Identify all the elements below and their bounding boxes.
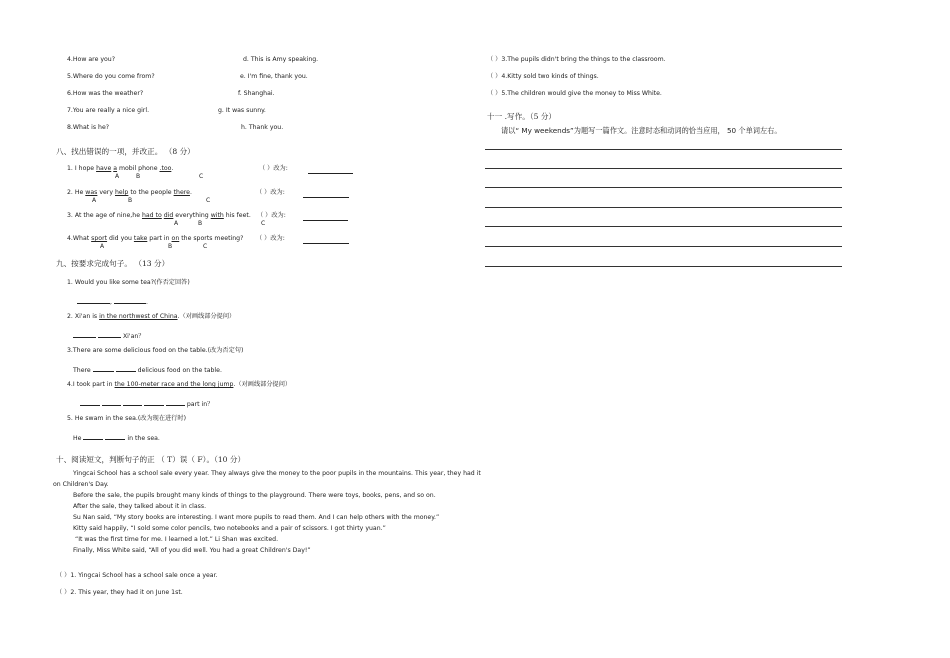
s9-q3-answer bbox=[73, 365, 222, 374]
s8-text: very bbox=[97, 189, 115, 196]
tf-question-1: （ ）1. Yingcai School has a school sale once a year. bbox=[56, 572, 218, 579]
answer-blank[interactable] bbox=[114, 297, 146, 304]
s8-option-b: a bbox=[113, 165, 118, 172]
s8-text: mobil phone bbox=[117, 165, 160, 172]
tf-question-5: （ ）5.The children would give the money to Miss White. bbox=[487, 90, 662, 97]
answer-blank[interactable] bbox=[73, 331, 96, 338]
writing-line[interactable] bbox=[485, 168, 842, 169]
answer-blank[interactable] bbox=[102, 399, 121, 406]
writing-line[interactable] bbox=[485, 149, 842, 150]
s8-letter-b: B bbox=[136, 173, 141, 180]
passage-line: on Children's Day. bbox=[53, 481, 109, 488]
s9-q2 bbox=[67, 314, 235, 320]
s9-text: delicious food on the table. bbox=[137, 367, 222, 374]
s8-option-a: had to bbox=[141, 212, 162, 219]
answer-blank[interactable] bbox=[116, 365, 136, 372]
passage-line: Su Nan said, “My story books are interesting. I want more pupils to read them. And I can help others with the money.” bbox=[73, 514, 440, 521]
tf-question-2: （ ）2. This year, they had it on June 1st. bbox=[56, 589, 183, 596]
s8-answer-blank[interactable] bbox=[303, 214, 348, 221]
s9-q5: 5. He swam in the sea.(改为现在进行时) bbox=[67, 415, 187, 422]
s8-letter-a: A bbox=[174, 220, 179, 227]
s8-text: did you bbox=[107, 235, 134, 242]
s8-answer-blank[interactable] bbox=[303, 237, 349, 244]
s9-underlined: in the northwest of China bbox=[99, 313, 178, 320]
answer-blank[interactable] bbox=[93, 365, 114, 372]
writing-line[interactable] bbox=[485, 187, 842, 188]
writing-line[interactable] bbox=[485, 266, 842, 267]
s8-option-c: on bbox=[171, 235, 180, 242]
s8-option-c: .too bbox=[159, 165, 172, 172]
s9-q4 bbox=[67, 382, 291, 388]
s8-correction-label: （ ）改为: bbox=[256, 189, 285, 196]
s8-letter-b: B bbox=[128, 197, 133, 204]
s8-correction-label: （ ）改为: bbox=[256, 235, 285, 242]
s8-letter-c: C bbox=[206, 197, 211, 204]
passage-line: Kitty said happily, “I sold some color pencils, two notebooks and a pair of scissors. I got thirty yuan.” bbox=[73, 525, 386, 532]
section-10-title: 十、阅读短文，判断句子的正 （ T）误（ F）。（10 分） bbox=[56, 455, 246, 464]
match-left-7: 7.You are really a nice girl. bbox=[67, 107, 150, 114]
s8-sentence-1 bbox=[67, 166, 173, 172]
s8-letter-c: C bbox=[261, 220, 266, 227]
s8-text: 3. At the age of nine,he bbox=[67, 212, 142, 219]
passage-line: Before the sale, the pupils brought many kinds of things to the playground. There were toys, books, pens, and so on. bbox=[73, 492, 436, 499]
answer-blank[interactable] bbox=[123, 399, 142, 406]
answer-blank[interactable] bbox=[98, 331, 121, 338]
s8-text: part in bbox=[147, 235, 172, 242]
s9-q4-answer bbox=[80, 399, 213, 408]
s8-text: . bbox=[189, 189, 192, 196]
s9-text: He bbox=[73, 435, 82, 442]
s8-option-c: with bbox=[210, 212, 224, 219]
s9-text: .（对画线部分提问） bbox=[233, 381, 292, 388]
passage-line: After the sale, they talked about it in class. bbox=[73, 503, 207, 510]
s8-letter-a: A bbox=[92, 197, 97, 204]
s8-text: to the people bbox=[128, 189, 174, 196]
s8-sentence-2 bbox=[67, 190, 192, 196]
tf-question-3: （ ）3.The pupils didn't bring the things to the classroom. bbox=[487, 56, 666, 63]
answer-blank[interactable] bbox=[166, 399, 185, 406]
s8-text: 4.What bbox=[67, 235, 92, 242]
answer-blank[interactable] bbox=[80, 399, 100, 406]
s9-text: Xi'an？ bbox=[122, 333, 145, 340]
passage-line: “It was the first time for me. I learned a lot.” Li Shan was excited. bbox=[75, 536, 279, 543]
s8-option-b: take bbox=[133, 235, 148, 242]
s9-q5-answer bbox=[73, 433, 160, 442]
s8-text: . bbox=[171, 165, 174, 172]
writing-prompt: 请以“ My weekends”为题写一篇作文。注意时态和动词的恰当应用， 50 个单词左右。 bbox=[501, 126, 782, 135]
s8-correction-label: （ ）改为: bbox=[259, 165, 288, 172]
s8-text: the sports meeting? bbox=[179, 235, 244, 242]
match-left-4: 4.How are you? bbox=[67, 56, 115, 63]
s9-q1: 1. Would you like some tea?(作否定回答) bbox=[67, 279, 190, 286]
s9-text: 2. Xi'an is bbox=[67, 313, 100, 320]
s8-option-a: sport bbox=[91, 235, 108, 242]
match-right-e: e. I'm fine, thank you. bbox=[240, 73, 308, 80]
s8-letter-a: A bbox=[115, 173, 120, 180]
s9-text: part in？ bbox=[186, 401, 214, 408]
s9-text: .（对画线部分提问） bbox=[177, 313, 236, 320]
s8-text: his feet. bbox=[223, 212, 251, 219]
answer-blank[interactable] bbox=[144, 399, 164, 406]
s8-option-b: help bbox=[114, 189, 129, 196]
answer-blank[interactable] bbox=[77, 297, 110, 304]
s8-option-a: was bbox=[85, 189, 98, 196]
writing-line[interactable] bbox=[485, 226, 842, 227]
match-right-h: h. Thank you. bbox=[241, 124, 284, 131]
writing-line[interactable] bbox=[485, 207, 842, 208]
period: . bbox=[145, 299, 148, 306]
s8-option-a: have bbox=[96, 165, 112, 172]
match-right-f: f. Shanghai. bbox=[238, 90, 275, 97]
s8-answer-blank[interactable] bbox=[308, 167, 353, 174]
s9-text: in the sea. bbox=[127, 435, 160, 442]
s9-q3: 3.There are some delicious food on the table.(改为否定句) bbox=[67, 347, 244, 354]
s8-letter-b: B bbox=[168, 243, 173, 250]
s9-q2-answer bbox=[73, 331, 145, 340]
section-8-title: 八、找出错误的一项，并改正。 （8 分） bbox=[56, 147, 195, 156]
comma: , bbox=[110, 299, 112, 306]
s8-option-b: did bbox=[163, 212, 174, 219]
passage-line: Finally, Miss White said, “All of you did well. You had a great Children's Day!” bbox=[73, 547, 311, 554]
s8-letter-c: C bbox=[203, 243, 208, 250]
s8-text: 1. I hope bbox=[67, 165, 97, 172]
s8-answer-blank[interactable] bbox=[303, 191, 349, 198]
match-right-g: g. It was sunny. bbox=[218, 107, 266, 114]
passage-line: Yingcai School has a school sale every year. They always give the money to the poor pupils in the mountains. This year, they had it bbox=[73, 470, 481, 477]
answer-blank[interactable] bbox=[105, 433, 125, 440]
match-left-5: 5.Where do you come from? bbox=[67, 73, 155, 80]
s9-text: 4.I took part in bbox=[67, 381, 115, 388]
s8-sentence-3 bbox=[67, 213, 251, 219]
section-11-title: 十一 .写作。（5 分） bbox=[487, 112, 557, 121]
match-right-d: d. This is Amy speaking. bbox=[243, 56, 319, 63]
s8-sentence-4 bbox=[67, 236, 243, 242]
s8-letter-a: A bbox=[100, 243, 105, 250]
tf-question-4: （ ）4.Kitty sold two kinds of things. bbox=[487, 73, 599, 80]
s8-correction-label: （ ）改为: bbox=[257, 212, 286, 219]
s8-letter-c: C bbox=[199, 173, 204, 180]
match-left-6: 6.How was the weather? bbox=[67, 90, 144, 97]
section-9-title: 九、按要求完成句子。 （13 分） bbox=[56, 259, 170, 268]
s9-underlined: the 100-meter race and the long jump bbox=[114, 381, 234, 388]
s8-text: 2. He bbox=[67, 189, 86, 196]
s8-text: everything bbox=[173, 212, 211, 219]
writing-line[interactable] bbox=[485, 246, 842, 247]
s8-letter-b: B bbox=[198, 220, 203, 227]
s9-text: There bbox=[73, 367, 91, 374]
match-left-8: 8.What is he? bbox=[67, 124, 110, 131]
s8-option-c: there bbox=[173, 189, 190, 196]
answer-blank[interactable] bbox=[83, 433, 103, 440]
s9-q1-answer bbox=[77, 297, 148, 306]
